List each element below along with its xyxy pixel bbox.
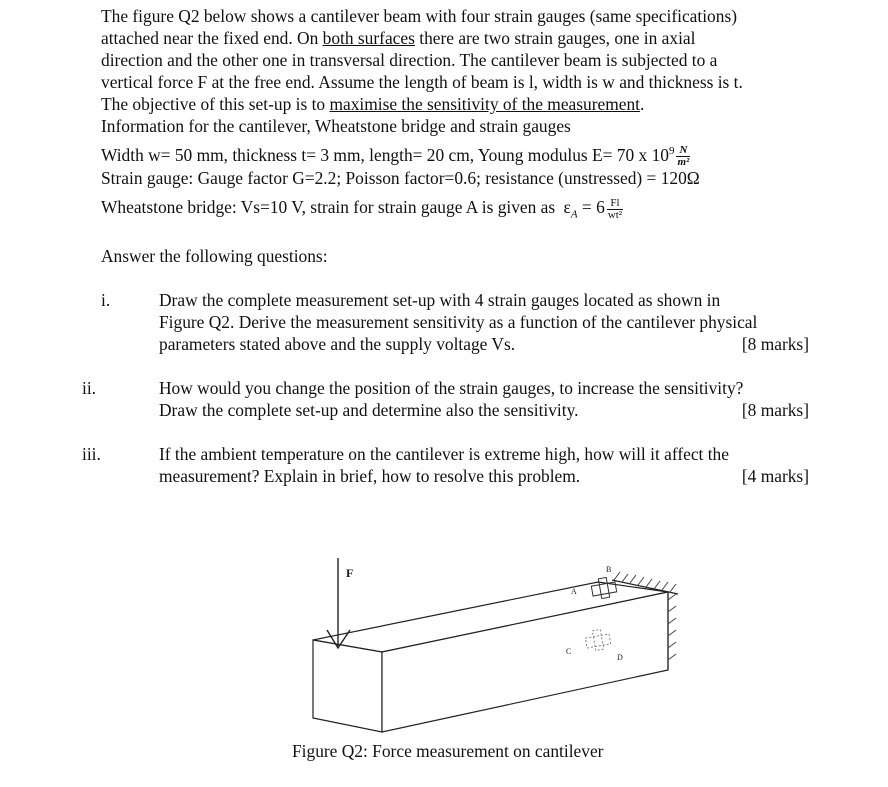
info-heading: Information for the cantilever, Wheatstone bridge and strain gauges — [101, 116, 571, 136]
unit-den: m² — [677, 156, 690, 169]
question-2-number: ii. — [82, 378, 97, 398]
force-label: F — [346, 566, 354, 580]
frac-den: wt² — [607, 208, 623, 221]
answer-prompt: Answer the following questions: — [101, 246, 328, 266]
question-1-marks: [8 marks] — [741, 334, 809, 354]
intro-line-4: vertical force F at the free end. Assume the length of beam is l, width is w and thickness is t. — [101, 72, 743, 92]
intro-line-5a: The objective of this set-up is to — [101, 94, 330, 114]
epsilon-sub: A — [570, 208, 578, 221]
question-3-line-2: measurement? Explain in brief, how to resolve this problem. — [159, 466, 581, 486]
intro-line-5b: . — [640, 94, 645, 114]
gauge-b-label: B — [606, 565, 612, 574]
exponent: 9 — [668, 145, 675, 157]
intro-both-surfaces: both surfaces — [322, 28, 415, 48]
intro-line-1: The figure Q2 below shows a cantilever beam with four strain gauges (same specifications) — [101, 6, 737, 26]
question-2-line-2: Draw the complete set-up and determine also the sensitivity. — [159, 400, 579, 420]
epsilon: ε — [563, 197, 571, 217]
question-1-line-1: Draw the complete measurement set-up with 4 strain gauges located as shown in — [159, 290, 721, 310]
beam-front-face — [313, 640, 382, 732]
intro-line-2b: there are two strain gauges, one in axial — [414, 28, 696, 48]
width-text: Width w= 50 mm, thickness t= 3 mm, length= 20 cm, Young modulus E= 70 x 10 — [101, 144, 669, 165]
frac-num: Fl — [607, 198, 623, 210]
intro-line-3: direction and the other one in transversal direction. The cantilever beam is subjected to a — [101, 50, 718, 70]
gauge-c-label: C — [566, 647, 572, 656]
question-1-number: i. — [101, 290, 111, 310]
question-3-line-1: If the ambient temperature on the cantilever is extreme high, how will it affect the — [159, 444, 729, 464]
unit-num: N — [676, 145, 690, 157]
question-2-marks: [8 marks] — [741, 400, 809, 420]
question-2-line-1: How would you change the position of the strain gauges, to increase the sensitivity? — [159, 378, 744, 398]
question-3-number: iii. — [82, 444, 101, 464]
intro-objective: maximise the sensitivity of the measurement — [329, 94, 640, 114]
figure-caption: Figure Q2: Force measurement on cantilever — [292, 741, 604, 761]
gauge-a-label: A — [571, 587, 577, 596]
gauge-d-label: D — [617, 653, 623, 662]
question-1-line-3: parameters stated above and the supply voltage Vs. — [159, 334, 516, 354]
gauge-line: Strain gauge: Gauge factor G=2.2; Poisson factor=0.6; resistance (unstressed) = 120Ω — [101, 168, 700, 188]
intro-line-2a: attached near the fixed end. On — [101, 28, 323, 48]
question-1-line-2: Figure Q2. Derive the measurement sensitivity as a function of the cantilever physical — [159, 312, 758, 332]
question-3-marks: [4 marks] — [741, 466, 809, 486]
bridge-text: Wheatstone bridge: Vs=10 V, strain for strain gauge A is given as — [101, 197, 560, 217]
equals-six: = 6 — [577, 197, 605, 217]
